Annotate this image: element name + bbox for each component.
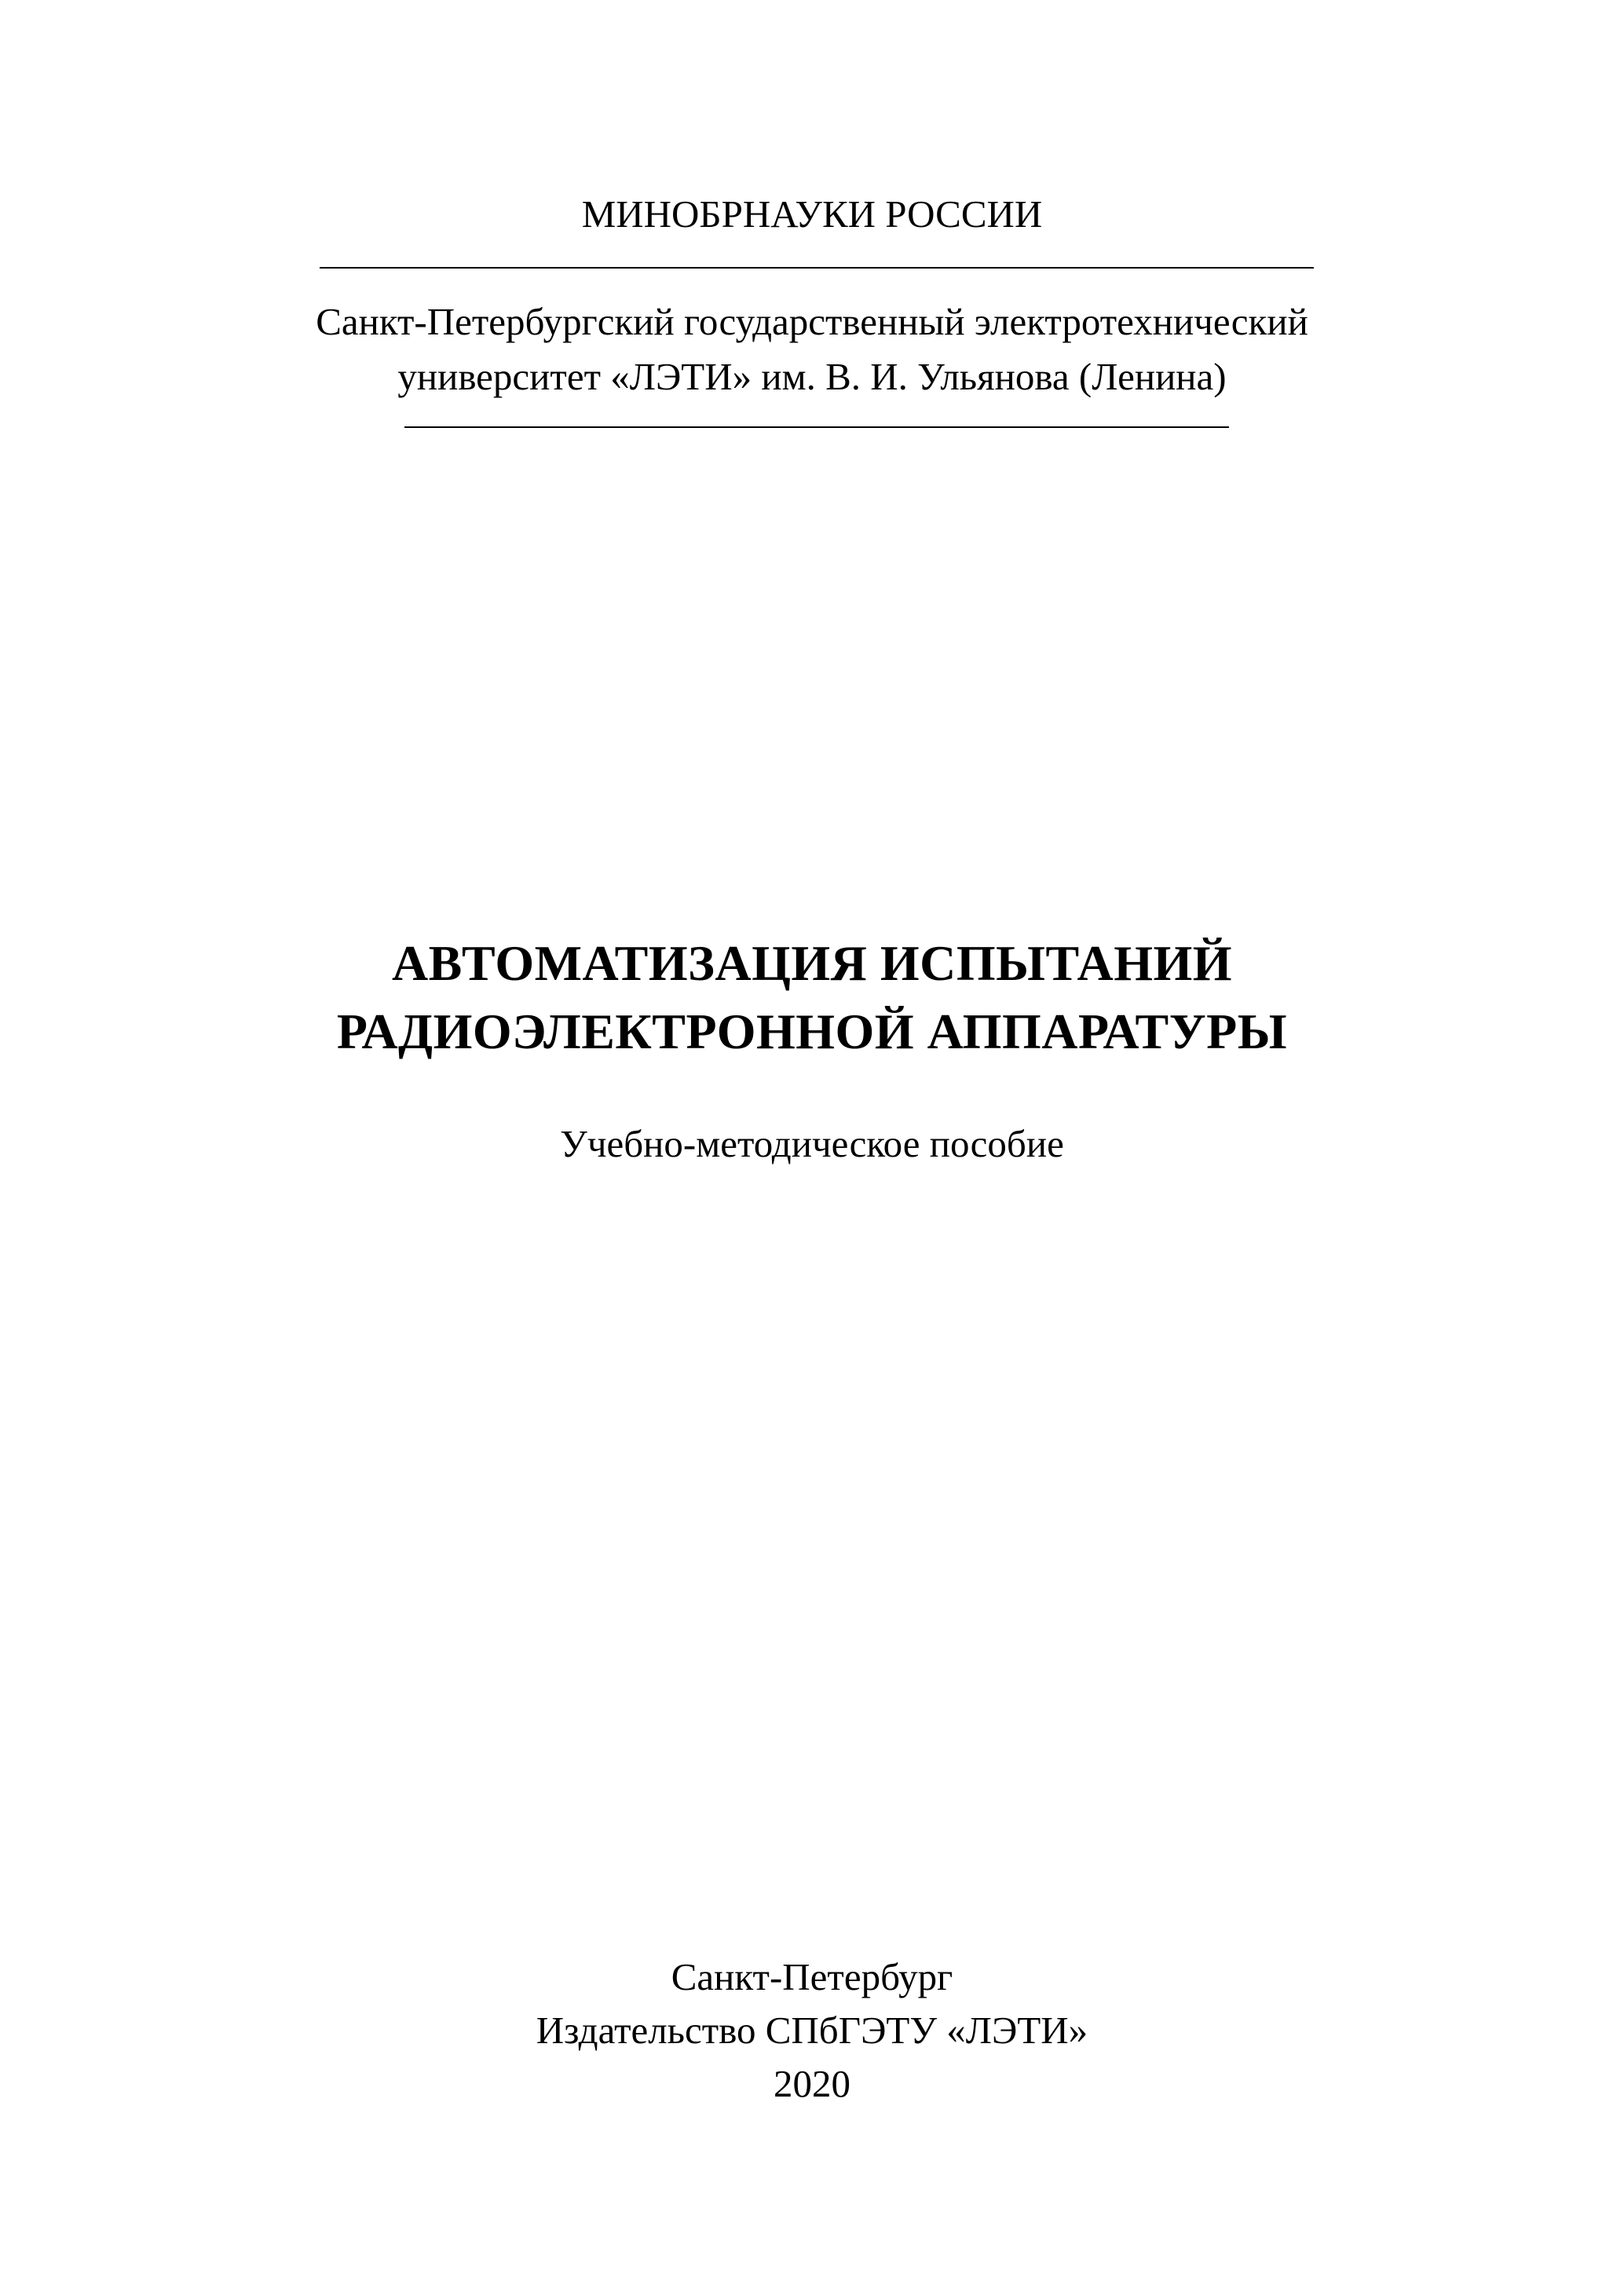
header-divider-top — [320, 267, 1314, 269]
document-title-line2: РАДИОЭЛЕКТРОННОЙ АППАРАТУРЫ — [336, 1004, 1288, 1059]
document-title-line1: АВТОМАТИЗАЦИЯ ИСПЫТАНИЙ — [391, 935, 1233, 991]
publisher-name: Издательство СПбГЭТУ «ЛЭТИ» — [536, 2009, 1088, 2052]
university-name-line2: университет «ЛЭТИ» им. В. И. Ульянова (Ленина) — [397, 355, 1227, 398]
ministry-name: МИНОБРНАУКИ РОССИИ — [581, 192, 1043, 236]
document-type: Учебно-методическое пособие — [560, 1122, 1064, 1165]
university-name-line1: Санкт-Петербургский государственный электротехнический — [316, 300, 1308, 343]
publication-city: Санкт-Петербург — [671, 1955, 953, 1998]
header-divider-bottom — [404, 426, 1229, 428]
publication-year: 2020 — [774, 2062, 850, 2105]
